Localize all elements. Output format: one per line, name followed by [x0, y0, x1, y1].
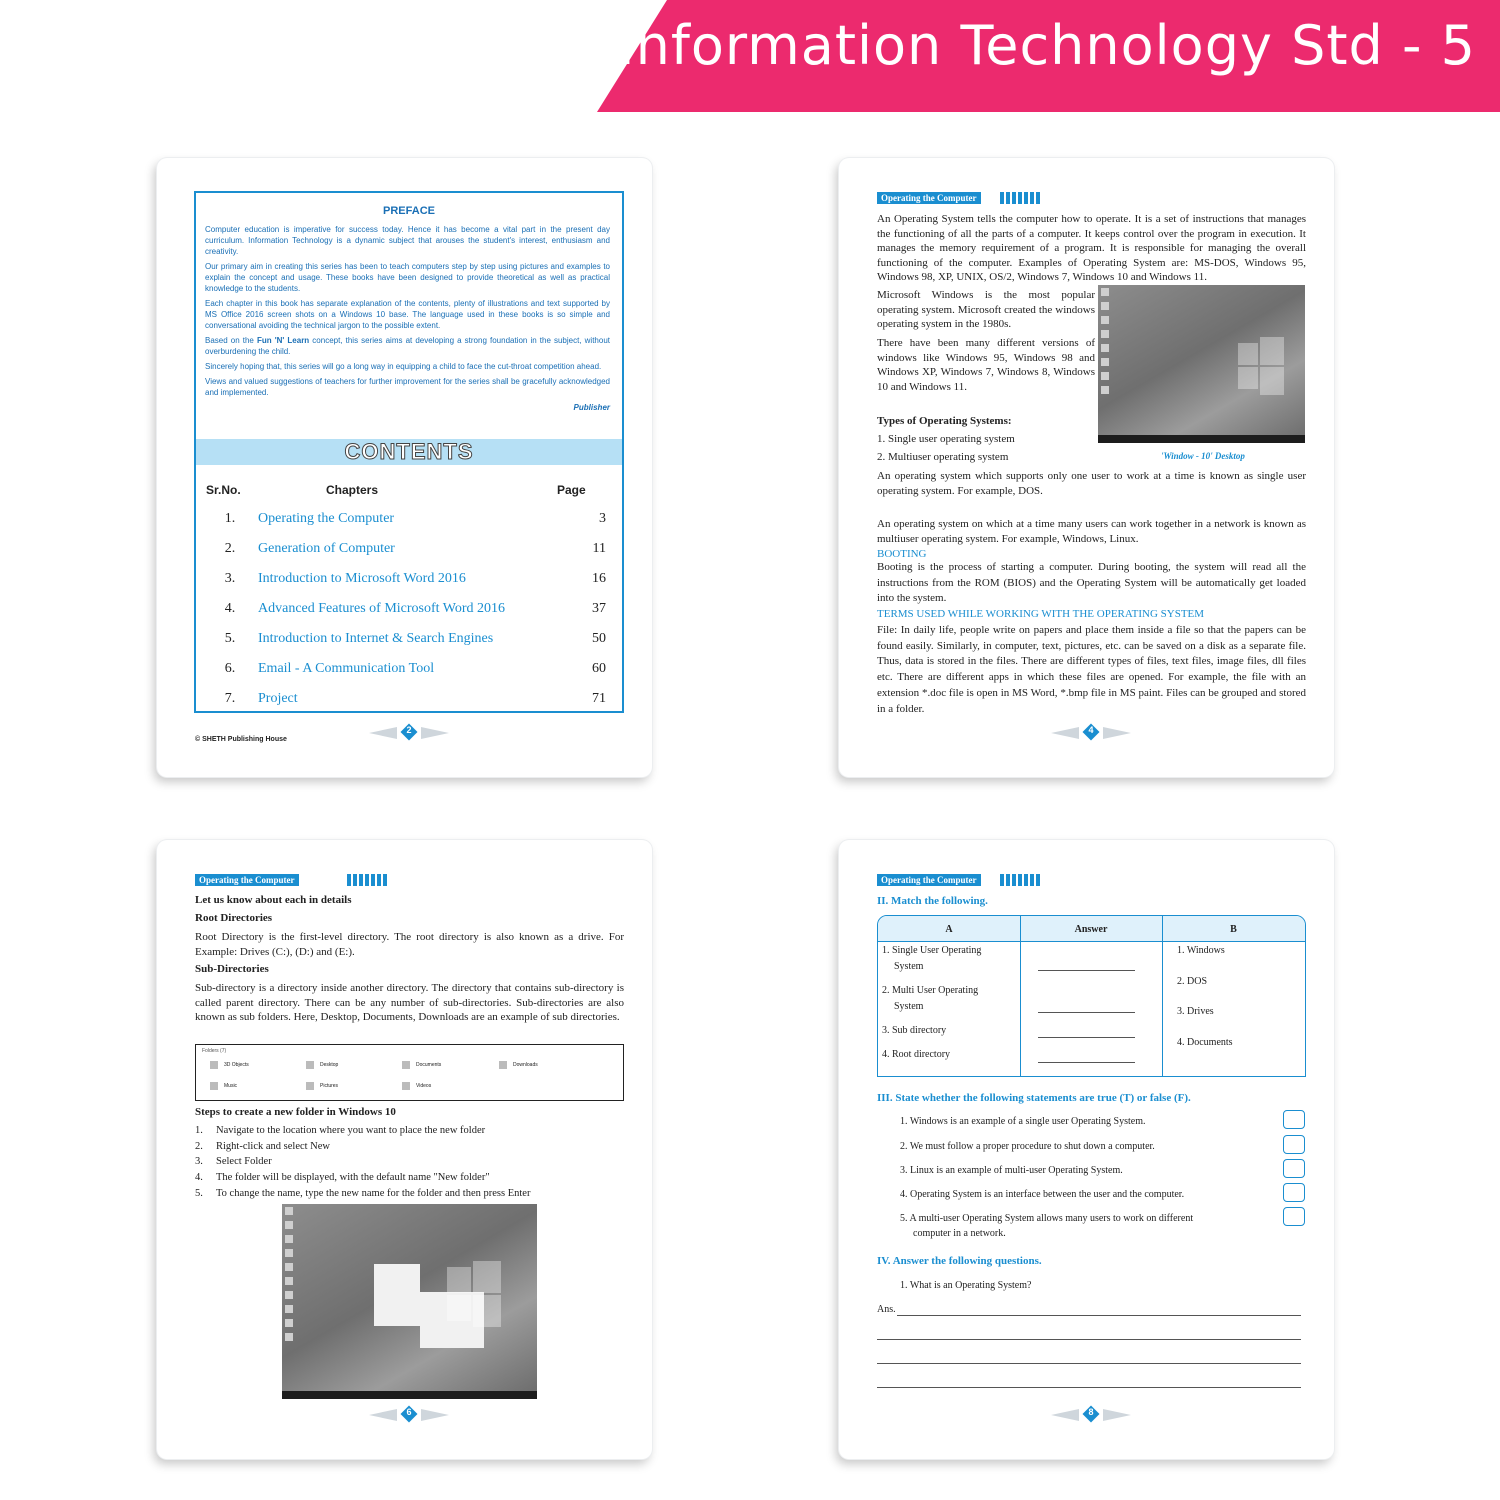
- step-item: 5. To change the name, type the new name for the folder and then press Enter: [195, 1187, 531, 1199]
- col-answer-header: Answer: [1074, 924, 1108, 935]
- page-number-marker: [369, 1405, 449, 1423]
- tf-statement: 1. Windows is an example of a single user Operating System.: [900, 1116, 1146, 1127]
- taskbar: [282, 1391, 537, 1399]
- page-number-marker: [1051, 723, 1131, 741]
- page-number-marker: [369, 723, 449, 741]
- tf-statement-cont: computer in a network.: [913, 1228, 1006, 1239]
- answer-line[interactable]: [877, 1339, 1301, 1340]
- tf-statement: 4. Operating System is an interface between the user and the computer.: [900, 1189, 1185, 1200]
- contents-title: CONTENTS: [344, 439, 474, 464]
- contents-row: 1. Operating the Computer 3: [224, 511, 606, 526]
- answer-line[interactable]: [897, 1315, 1301, 1316]
- sub-paragraph: Sub-directory is a directory inside another directory. The directory that contains sub-directory is called parent directory. There can be any number of sub-directories. Sub-directories are also known as sub folders. Here, Desktop, Documents, Downloads are an example of sub directories.: [195, 982, 624, 1023]
- type-item: 2. Multiuser operating system: [877, 451, 1009, 463]
- terms-heading: TERMS USED WHILE WORKING WITH THE OPERATING SYSTEM: [877, 608, 1205, 620]
- folder-icon: [306, 1061, 314, 1069]
- contents-row: 4. Advanced Features of Microsoft Word 2016 37: [224, 601, 606, 616]
- publisher-footer: © SHETH Publishing House: [195, 736, 287, 743]
- col-header-srno: Sr.No.: [206, 483, 241, 497]
- preface-paragraph: Our primary aim in creating this series has been to teach computers step by step using pictures and examples to explain the concept and usage. These books have been designed to provide theoretical as well as practical knowledge to the students.: [205, 262, 610, 293]
- true-false-heading: III. State whether the following statements are true (T) or false (F).: [877, 1092, 1191, 1104]
- step-item: 4. The folder will be displayed, with the default name "New folder": [195, 1172, 490, 1184]
- versions-paragraph: There have been many different versions of windows like Windows 95, Windows 98 and Windows XP, Windows 7, Windows 8, Windows 10 and Windows 11.: [877, 337, 1095, 393]
- tf-statement: 3. Linux is an example of multi-user Operating System.: [900, 1165, 1123, 1176]
- preface-title: PREFACE: [383, 205, 435, 217]
- tf-statement: 5. A multi-user Operating System allows many users to work on different: [900, 1213, 1194, 1224]
- tag-stripes: [1000, 192, 1040, 204]
- tf-answer-box[interactable]: [1283, 1183, 1305, 1202]
- folder-icon: [306, 1082, 314, 1090]
- file-paragraph: File: In daily life, people write on papers and place them inside a file so that the papers can be found easily. Similarly, in computer, text, pictures, etc. can be saved on a disk as a separate file. Thus, data is stored in the files. There are different types of files, text files, image files, dll files etc. There are different apps in which these files are opened. For example, the file with an extension *.doc file is open in MS Word, *.bmp file in MS paint. Files can be grouped and stored in a folder.: [877, 624, 1306, 715]
- banner-title: Information Technology Std - 5: [618, 14, 1476, 77]
- root-paragraph: Root Directory is the first-level directory. The root directory is also known as a drive. For Example: Drives (C:), (D:) and (E:).: [195, 931, 624, 958]
- tf-answer-box[interactable]: [1283, 1159, 1305, 1178]
- contents-row: 5. Introduction to Internet & Search Engines 50: [224, 631, 606, 646]
- tag-stripes: [1000, 874, 1040, 886]
- folder-icon: [402, 1082, 410, 1090]
- page-preview-operating-system: Operating the Computer An Operating System tells the computer how to operate. It is a set of instructions that manages the functioning of all the parts of a computer. It keeps control over the program in execution. It manages the memory requirement of a program. It is responsible for managing the overall functioning of the computer. Examples of Operating System are: MS-DOS, Windows 95, Windows 98, XP, UNIX, OS/2, Windows 7, Windows 10 and Windows 11. Microsoft Windows is the most popular operating system. Microsoft created the windows operating system in the 1980s. There have been many different versions of windows like Windows 95, Windows 98 and Windows XP, Windows 7, Windows 8, Windows 10 and Windows 11. Types of Operating Systems: 1. Single user operating system 2. Multiuser operating system 'Window - 10' Desktop An operating system which supports only one user to work at a time is known as single user operating system. For example, DOS. An operating system on which at a time many users can work together in a network is known as multiuser operating system. For example, Windows, Linux. BOOTING Booting is the process of starting a computer. During booting, the system will read all the instructions from the ROM (BIOS) and the Operating System will be automatically get loaded into the system. TERMS USED WHILE WORKING WITH THE OPERATING SYSTEM File: In daily life, people write on papers and place them inside a file so that the papers can be found easily. Similarly, in computer, text, pictures, etc. can be saved on a disk as a separate file. Thus, data is stored in the files. There are different types of files, text files, image files, dll files etc. There are different apps in which these files are opened. For example, the file with an extension *.doc file is open in MS Word, *.bmp file in MS paint. Files can be grouped and stored in a folder. 4: [839, 158, 1334, 777]
- match-heading: II. Match the following.: [877, 895, 988, 907]
- new-folder-screenshot: [282, 1204, 537, 1399]
- details-heading: Let us know about each in details: [195, 894, 352, 906]
- preface-box: [194, 191, 624, 713]
- steps-list: [195, 1123, 625, 1202]
- type-item: 1. Single user operating system: [877, 433, 1015, 445]
- answer-line[interactable]: [877, 1363, 1301, 1364]
- contents-row: 7. Project 71: [224, 691, 606, 706]
- preface-paragraph-funlearn: Based on the Fun 'N' Learn concept, this series aims at developing a strong foundation in the subject, without overburdening the child.: [205, 336, 610, 356]
- page-preview-preface: [157, 158, 652, 777]
- single-user-paragraph: An operating system which supports only one user to work at a time is known as single user operating system. For example, DOS.: [877, 470, 1306, 497]
- answer-blank[interactable]: [1038, 1012, 1135, 1013]
- types-heading: Types of Operating Systems:: [877, 415, 1012, 427]
- contents-row: 3. Introduction to Microsoft Word 2016 16: [224, 571, 606, 586]
- multiuser-paragraph: An operating system on which at a time many users can work together in a network is known as multiuser operating system. For example, Windows, Linux.: [877, 518, 1306, 545]
- tf-statement: 2. We must follow a proper procedure to shut down a computer.: [900, 1141, 1155, 1152]
- taskbar: [1098, 435, 1305, 443]
- answer-blank[interactable]: [1038, 970, 1135, 971]
- step-item: 3. Select Folder: [195, 1156, 272, 1168]
- answer-blank[interactable]: [1038, 1037, 1135, 1038]
- step-item: 2. Right-click and select New: [195, 1140, 331, 1152]
- tag-stripes: [347, 874, 387, 886]
- booting-paragraph: Booting is the process of starting a computer. During booting, the system will read all the instructions from the ROM (BIOS) and the Operating System will be automatically get loaded into the system.: [877, 561, 1306, 604]
- context-menu: [374, 1264, 420, 1326]
- page-number: 2: [406, 725, 412, 735]
- match-table: A Answer B 1. Single User Operating System 2. Multi User Operating System 3. Sub directory 4. Root directory 1. Windows 2. DOS 3. Drives 4. Documents: [877, 915, 1306, 1077]
- folder-icon: [499, 1061, 507, 1069]
- folder-icon: [210, 1061, 218, 1069]
- tf-answer-box[interactable]: [1283, 1207, 1305, 1226]
- tf-answer-box[interactable]: [1283, 1110, 1305, 1129]
- page-preview-exercises: Operating the Computer II. Match the following. A Answer B 1. Single User Operating System 2. Multi User Operating System 3. Sub directory 4. Root directory 1. Windows 2. DOS 3. Drives 4. Documents III. State whether the following statements are true (T) or false (F). 1. Windows is an example of a single user Operating System. 2. We must follow a proper procedure to shut down a computer. 3. Linux is an example of multi-user Operating System. 4. Operating System is an interface between the user and the computer. 5. A multi-user Operating System allows many users to work on different computer in a network. IV. Answer the following questions. 1. What is an Operating System? Ans. 8: [839, 840, 1334, 1459]
- questions-heading: IV. Answer the following questions.: [877, 1255, 1042, 1267]
- page-number: 6: [406, 1407, 412, 1417]
- desktop-icons: [1101, 288, 1113, 400]
- booting-heading: BOOTING: [877, 548, 927, 560]
- contents-row: 6. Email - A Communication Tool 60: [224, 661, 606, 676]
- windows10-desktop-screenshot: [1098, 285, 1305, 443]
- preface-signature: Publisher: [573, 403, 610, 412]
- tf-answer-box[interactable]: [1283, 1135, 1305, 1154]
- preface-paragraph: Views and valued suggestions of teachers for further improvement for the series shall be gracefully acknowledged and implemented.: [205, 377, 610, 397]
- folder-icon: [210, 1082, 218, 1090]
- step-item: 1. Navigate to the location where you want to place the new folder: [195, 1125, 486, 1136]
- preface-paragraph: Sincerely hoping that, this series will go a long way in equipping a child to face the cut-throat competition ahead.: [205, 362, 602, 371]
- preface-body: [205, 224, 610, 417]
- preface-paragraph: Computer education is imperative for success today. Hence it has become a vital part in the present day curriculum. Information Technology is a dynamic subject that arouses the student's interest, enthusiasm and creativity.: [205, 225, 610, 256]
- col-a-header: A: [945, 924, 953, 935]
- col-header-chapters: Chapters: [326, 483, 379, 497]
- screenshot-caption: 'Window - 10' Desktop: [1161, 451, 1245, 461]
- steps-heading: Steps to create a new folder in Windows 10: [195, 1106, 396, 1118]
- page-number-marker: [1051, 1405, 1131, 1423]
- question-item: 1. What is an Operating System?: [900, 1280, 1032, 1291]
- root-heading: Root Directories: [195, 912, 273, 924]
- answer-label: Ans.: [877, 1304, 896, 1315]
- folders-label: Folders (7): [202, 1048, 227, 1054]
- page-preview-directories: Operating the Computer Let us know about each in details Root Directories Root Directory is the first-level directory. The root directory is also known as a drive. For Example: Drives (C:), (D:) and (E:). Sub-Directories Sub-directory is a directory inside another directory. The directory that contains sub-directory is called parent directory. There can be any number of sub-directories. Sub-directories are also known as sub folders. Here, Desktop, Documents, Downloads are an example of sub directories. Folders (7) 3D Objects Desktop Documents Downloads Music Pictures Videos Steps to create a new folder in Windows 10 1. Navigate to the location where you want to place the new folder 2. Right-click and select New 3. Select Folder 4. The folder will be displayed, with the default name "New folder" 5. To change the name, type the new name for the folder and then press Enter 6: [157, 840, 652, 1459]
- answer-line[interactable]: [877, 1387, 1301, 1388]
- contents-row: 2. Generation of Computer 11: [224, 541, 606, 556]
- page-number: 8: [1088, 1407, 1094, 1417]
- desktop-icons: [285, 1207, 297, 1347]
- preface-paragraph: Each chapter in this book has separate explanation of the contents, plenty of illustrations and text supported by MS Office 2016 screen shots on a Windows 10 base. The language used in these books is so simple and conversational avoiding the technical jargon to the possible extent.: [205, 299, 610, 330]
- folder-icon: [402, 1061, 410, 1069]
- windows-paragraph: Microsoft Windows is the most popular operating system. Microsoft created the windows operating system in the 1980s.: [877, 289, 1095, 330]
- sub-heading: Sub-Directories: [195, 963, 269, 975]
- intro-paragraph: An Operating System tells the computer how to operate. It is a set of instructions that manages the functioning of all the parts of a computer. It keeps control over the program in execution. It manages the memory requirement of a program. It is responsible for managing the overall functioning of the computer. Examples of Operating System are: MS-DOS, Windows 95, Windows 98, XP, UNIX, OS/2, Windows 7, Windows 10 and Windows 11.: [877, 213, 1306, 283]
- page-number: 4: [1088, 725, 1094, 735]
- answer-blank[interactable]: [1038, 1062, 1135, 1063]
- folders-screenshot: Folders (7) 3D Objects Desktop Documents Downloads Music Pictures Videos: [195, 1044, 624, 1101]
- col-header-page: Page: [557, 483, 586, 497]
- col-b-header: B: [1230, 924, 1237, 935]
